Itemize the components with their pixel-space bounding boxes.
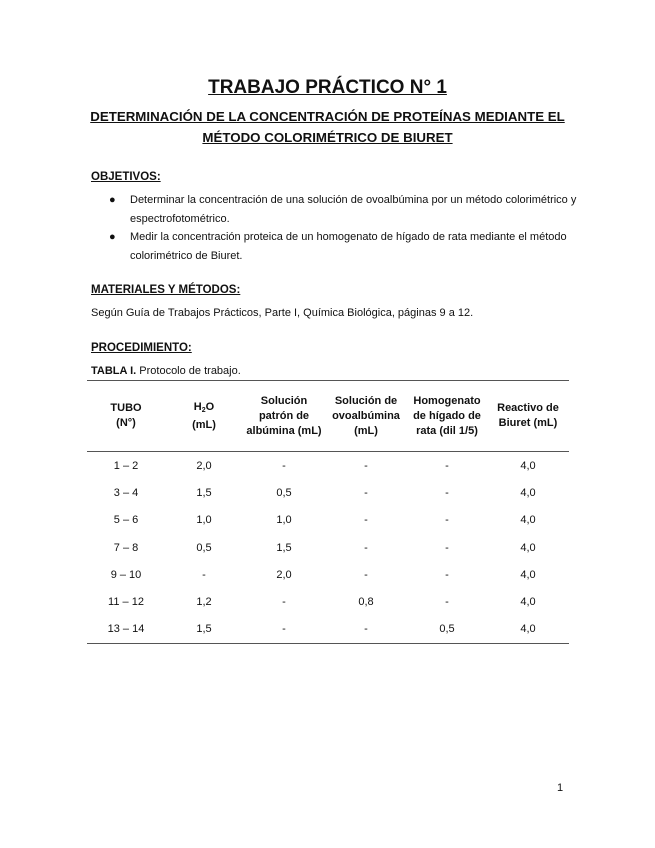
page-subtitle — [60, 106, 595, 148]
subtitle-line-1: DETERMINACIÓN DE LA CONCENTRACIÓN DE PROTEÍNAS MEDIANTE EL — [90, 109, 565, 124]
table-cell: 1 – 2 — [113, 459, 139, 472]
table-cell: 1,5 — [276, 541, 292, 554]
subtitle-line-2: MÉTODO COLORIMÉTRICO DE BIURET — [202, 130, 453, 145]
objetivos-heading: OBJETIVOS: — [91, 171, 161, 183]
list-item — [107, 191, 577, 228]
table-cell: 1,2 — [196, 596, 212, 609]
table-caption-text: Protocolo de trabajo. — [136, 365, 241, 377]
table-cell: - — [445, 486, 449, 499]
objetivos-list — [107, 191, 577, 265]
procedimiento-heading: PROCEDIMIENTO: — [91, 342, 192, 354]
table-cell: 4,0 — [520, 486, 536, 499]
table-cell: - — [364, 486, 368, 499]
table-cell: - — [364, 514, 368, 527]
page-number: 1 — [557, 782, 564, 794]
bullet-icon: ● — [109, 194, 116, 206]
table-cell: 1,0 — [196, 514, 212, 527]
table-caption-label: TABLA I. — [91, 365, 137, 377]
list-item — [107, 228, 577, 265]
table-cell: - — [202, 568, 206, 581]
table-row — [87, 507, 569, 534]
objetivo-text-1: Determinar la concentración de una solución de ovoalbúmina por un método colorimétrico y espectrofotométrico. — [130, 194, 577, 225]
objetivo-text-2: Medir la concentración proteica de un homogenato de hígado de rata mediante el método colorimétrico de Biuret. — [130, 231, 567, 262]
materiales-heading: MATERIALES Y MÉTODOS: — [91, 284, 241, 296]
table-cell: 4,0 — [487, 616, 569, 644]
table-cell: - — [445, 568, 449, 581]
table-cell: - — [325, 616, 407, 644]
table-cell: 5 – 6 — [113, 514, 139, 527]
table-cell: 3 – 4 — [113, 486, 139, 499]
page-title: TRABAJO PRÁCTICO N° 1 — [208, 77, 447, 98]
table-cell: - — [282, 459, 286, 472]
table-cell: 4,0 — [520, 459, 536, 472]
col-header-homogenato: Homogenato de hígado de rata (dil 1/5) — [407, 381, 487, 452]
table-cell: - — [364, 568, 368, 581]
table-cell: 1,5 — [196, 486, 212, 499]
table-cell: - — [364, 541, 368, 554]
table-row — [87, 561, 569, 588]
table-cell: 2,0 — [196, 459, 212, 472]
table-cell: 11 – 12 — [108, 596, 144, 609]
table-cell: 1,5 — [165, 616, 243, 644]
table-cell: 2,0 — [276, 568, 292, 581]
table-cell: - — [445, 514, 449, 527]
table-cell: - — [282, 596, 286, 609]
table-header-row — [87, 381, 569, 452]
table-row — [87, 588, 569, 615]
table-cell: 4,0 — [520, 596, 536, 609]
table-cell: 1,0 — [276, 514, 292, 527]
table-row — [87, 479, 569, 506]
table-cell: - — [445, 541, 449, 554]
table-row — [87, 452, 569, 480]
col-header-biuret: Reactivo de Biuret (mL) — [487, 381, 569, 452]
table-cell: 9 – 10 — [110, 568, 142, 581]
table-cell: 13 – 14 — [87, 616, 165, 644]
table-cell: - — [364, 459, 368, 472]
table-cell: - — [243, 616, 325, 644]
table-row — [87, 616, 569, 644]
table-cell: 4,0 — [520, 514, 536, 527]
table-row — [87, 534, 569, 561]
table-cell: 4,0 — [520, 541, 536, 554]
protocol-table — [87, 380, 569, 644]
table-cell: 7 – 8 — [113, 541, 139, 554]
materiales-text: Según Guía de Trabajos Prácticos, Parte I, Química Biológica, páginas 9 a 12. — [91, 307, 474, 319]
table-cell: 4,0 — [520, 568, 536, 581]
table-cell: - — [445, 459, 449, 472]
table-cell: 0,8 — [358, 596, 374, 609]
table-body — [87, 452, 569, 644]
col-header-h2o: $H_2O$ (mL) — [165, 381, 243, 452]
col-header-tubo: TUBO (N°) — [87, 381, 165, 452]
bullet-icon: ● — [109, 231, 116, 243]
col-header-ovoalbumina: Solución de ovoalbúmina (mL) — [325, 381, 407, 452]
table-cell: 0,5 — [196, 541, 212, 554]
table-cell: - — [445, 596, 449, 609]
table-cell: 0,5 — [276, 486, 292, 499]
col-header-patron: Solución patrón de albúmina (mL) — [243, 381, 325, 452]
table-cell: 0,5 — [407, 616, 487, 644]
table-caption — [91, 365, 241, 377]
